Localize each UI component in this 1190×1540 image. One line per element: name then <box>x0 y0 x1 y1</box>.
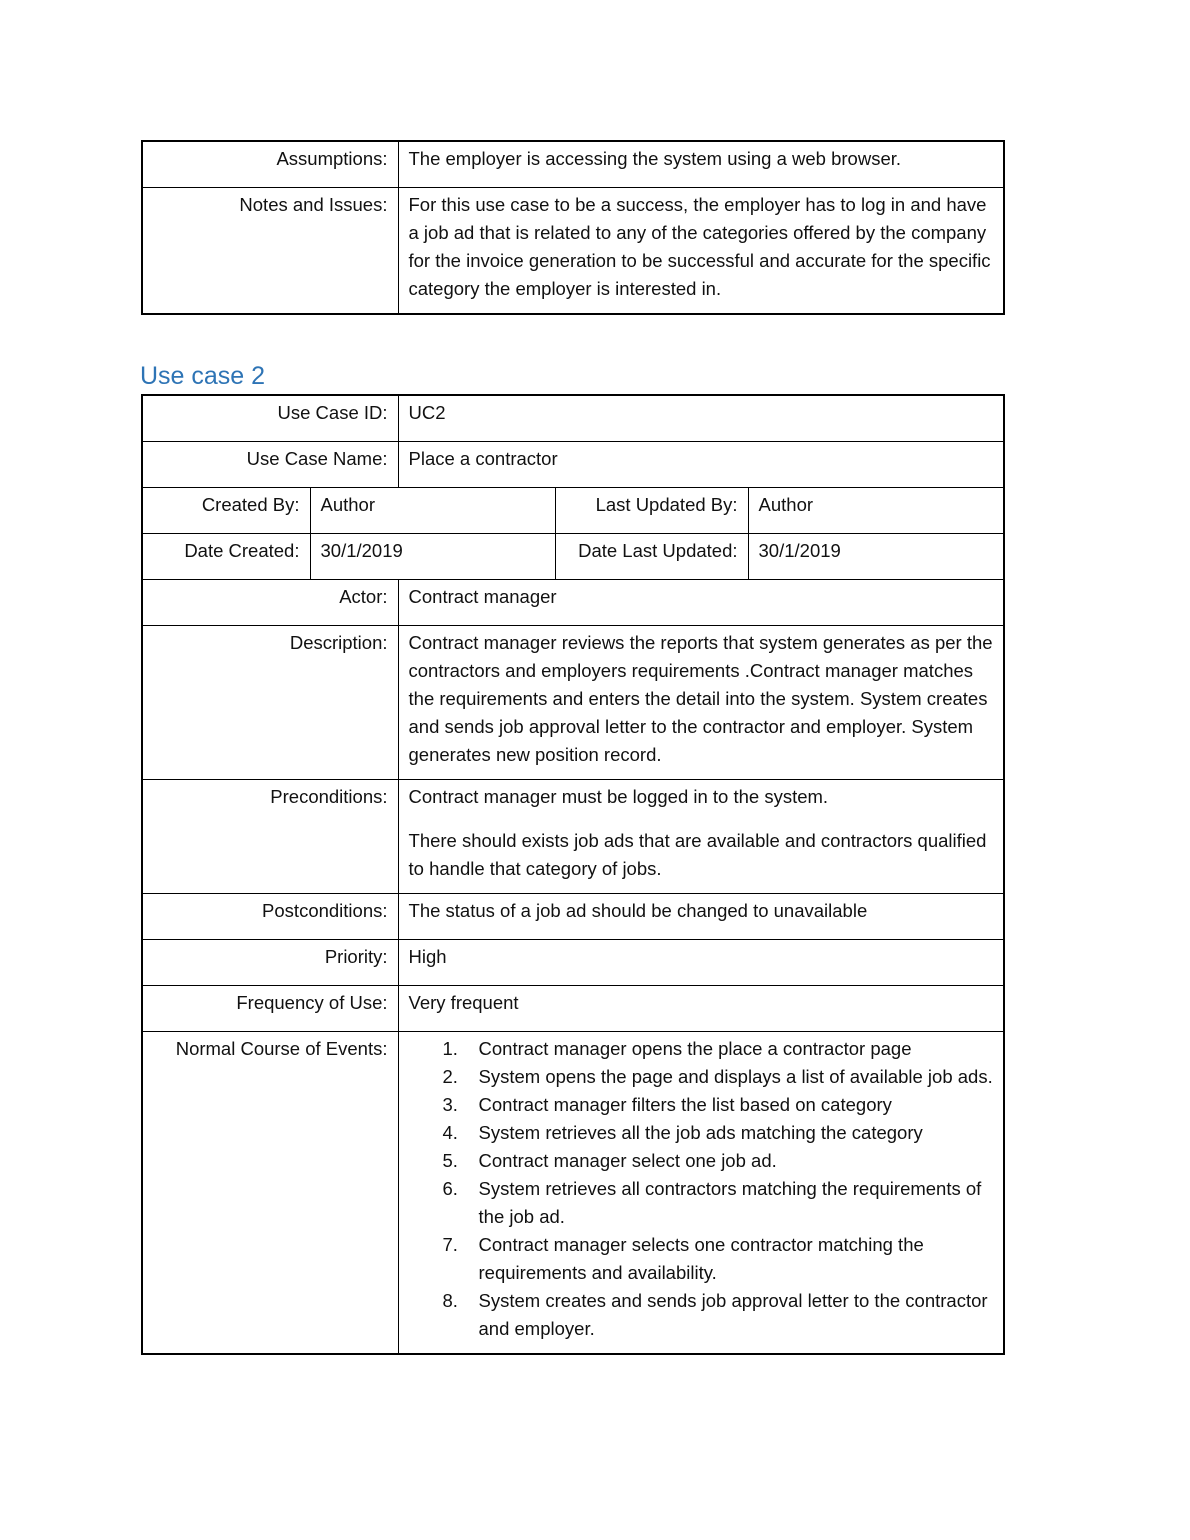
notes-issues-label: Notes and Issues: <box>142 188 398 315</box>
step-text: Contract manager selects one contractor matching the requirements and availability. <box>478 1234 924 1283</box>
last-updated-by-label: Last Updated By: <box>555 488 748 534</box>
use-case-2-table <box>141 394 1005 1355</box>
step-text: Contract manager select one job ad. <box>478 1150 777 1171</box>
date-last-updated-value: 30/1/2019 <box>748 534 1004 580</box>
list-item <box>409 1287 994 1343</box>
notes-issues-value: For this use case to be a success, the employer has to log in and have a job ad that is related to any of the categories offered by the company for the invoice generation to be successful and accurate for the specific category the employer is interested in. <box>398 188 1004 315</box>
last-updated-by-value: Author <box>748 488 1004 534</box>
step-text: System retrieves all the job ads matching the category <box>478 1122 923 1143</box>
step-number: 4. <box>442 1122 458 1143</box>
use-case-id-label: Use Case ID: <box>142 395 398 442</box>
use-case-name-label: Use Case Name: <box>142 442 398 488</box>
step-number: 5. <box>442 1150 458 1171</box>
date-last-updated-label: Date Last Updated: <box>555 534 748 580</box>
step-number: 2. <box>442 1066 458 1087</box>
step-text: Contract manager opens the place a contractor page <box>478 1038 912 1059</box>
normal-course-steps-list <box>409 1035 994 1343</box>
description-value: Contract manager reviews the reports that system generates as per the contractors and employers requirements .Contract manager matches the requirements and enters the detail into the system. System creates and sends job approval letter to the contractor and employer. System generates new position record. <box>398 626 1004 780</box>
list-item <box>409 1175 994 1231</box>
use-case-id-value: UC2 <box>398 395 1004 442</box>
step-number: 3. <box>442 1094 458 1115</box>
assumptions-value: The employer is accessing the system using a web browser. <box>398 141 1004 188</box>
step-text: Contract manager filters the list based on category <box>478 1094 892 1115</box>
list-item <box>409 1035 994 1063</box>
actor-label: Actor: <box>142 580 398 626</box>
step-number: 8. <box>442 1290 458 1311</box>
step-number: 6. <box>442 1178 458 1199</box>
frequency-of-use-label: Frequency of Use: <box>142 986 398 1032</box>
preconditions-label: Preconditions: <box>142 780 398 894</box>
step-text: System retrieves all contractors matching the requirements of the job ad. <box>478 1178 982 1227</box>
precondition-item: Contract manager must be logged in to the system. <box>408 786 829 807</box>
frequency-of-use-value: Very frequent <box>398 986 1004 1032</box>
priority-value: High <box>398 940 1004 986</box>
normal-course-value <box>398 1032 1004 1355</box>
postconditions-value: The status of a job ad should be changed to unavailable <box>398 894 1004 940</box>
list-item <box>409 1119 994 1147</box>
step-number: 7. <box>442 1234 458 1255</box>
description-label: Description: <box>142 626 398 780</box>
priority-label: Priority: <box>142 940 398 986</box>
postconditions-label: Postconditions: <box>142 894 398 940</box>
created-by-value: Author <box>310 488 555 534</box>
preconditions-value <box>398 780 1004 894</box>
date-created-label: Date Created: <box>142 534 310 580</box>
list-item <box>409 1147 994 1175</box>
list-item <box>409 1091 994 1119</box>
list-item <box>409 1063 994 1091</box>
normal-course-label: Normal Course of Events: <box>142 1032 398 1355</box>
previous-use-case-table <box>141 140 1005 315</box>
step-number: 1. <box>442 1038 458 1059</box>
date-created-value: 30/1/2019 <box>310 534 555 580</box>
section-heading: Use case 2 <box>140 362 266 390</box>
step-text: System creates and sends job approval letter to the contractor and employer. <box>478 1290 988 1339</box>
list-item <box>409 1231 994 1287</box>
precondition-item: There should exists job ads that are available and contractors qualified to handle that category of jobs. <box>408 830 987 879</box>
use-case-name-value: Place a contractor <box>398 442 1004 488</box>
assumptions-label: Assumptions: <box>142 141 398 188</box>
actor-value: Contract manager <box>398 580 1004 626</box>
created-by-label: Created By: <box>142 488 310 534</box>
step-text: System opens the page and displays a list of available job ads. <box>478 1066 993 1087</box>
